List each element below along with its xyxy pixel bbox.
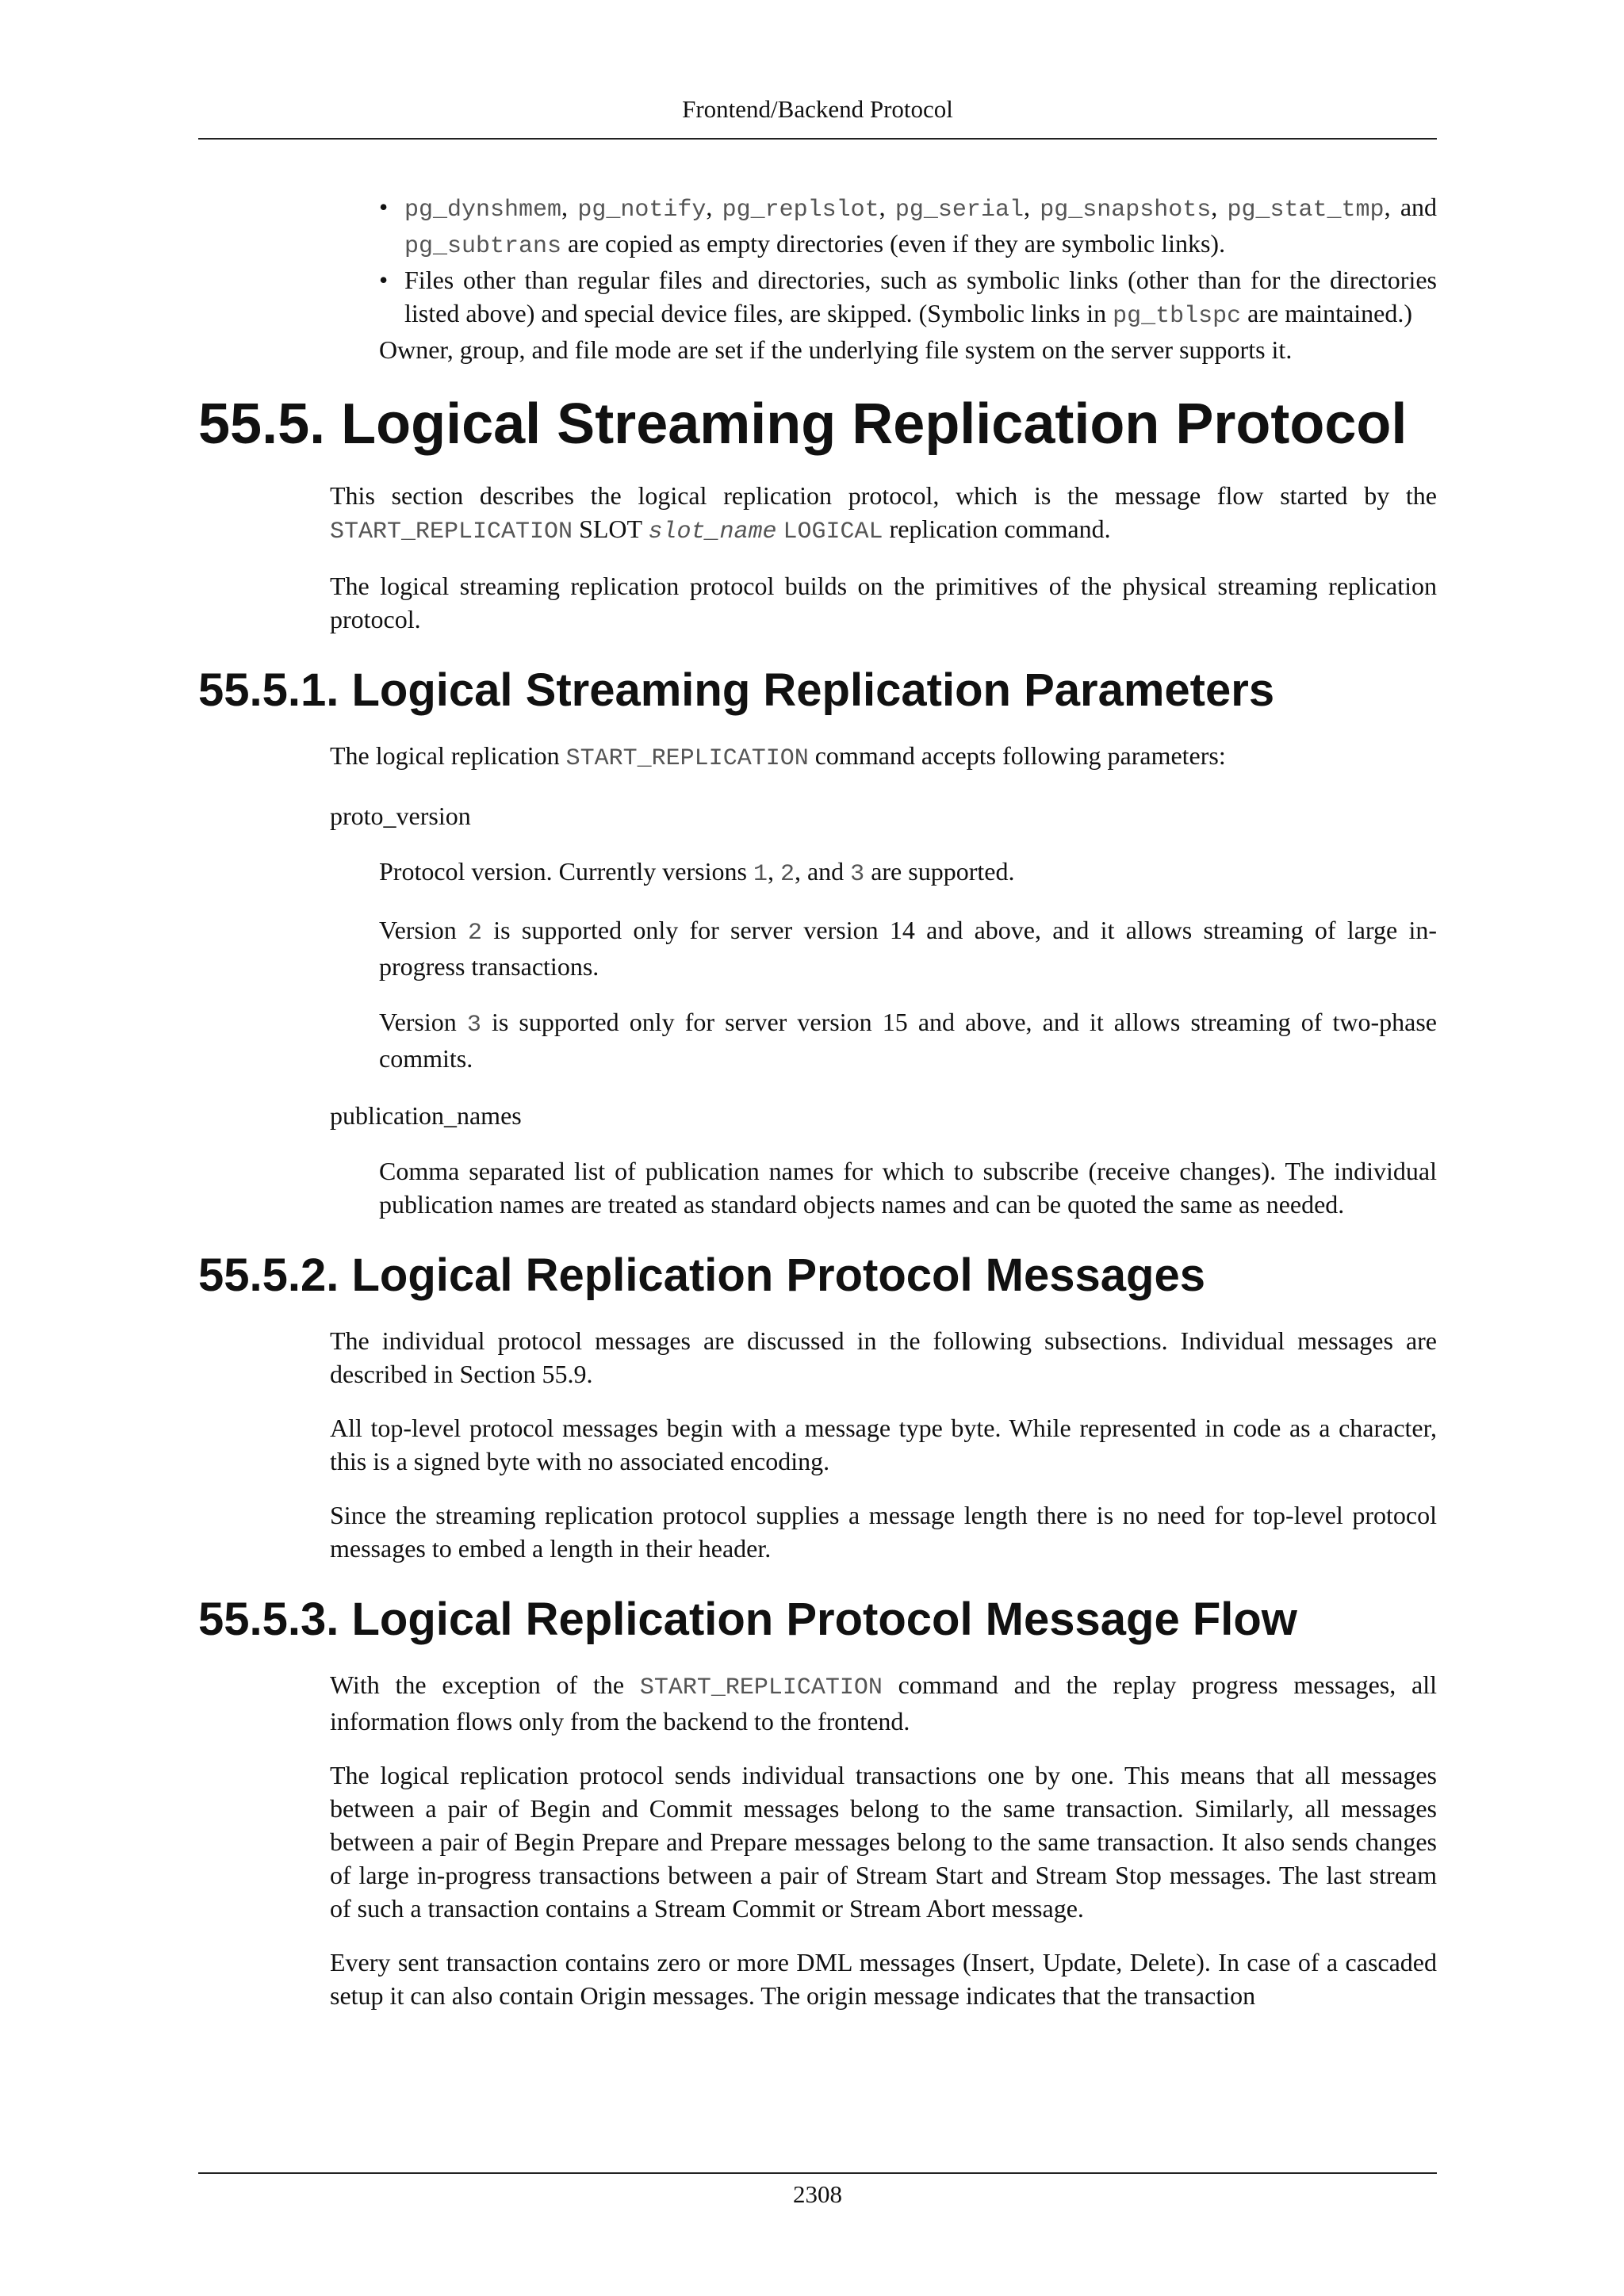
owner-note: Owner, group, and file mode are set if the underlying file system on the server supports it. [379,335,1293,364]
parameters-intro: The logical replication START_REPLICATION command accepts following parameters: [330,741,1226,772]
paragraph: The logical replication protocol sends individual transactions one by one. This means that all messages between a pair of Begin and Commit messages belong to the same transaction. Similarly, all messages between a pair of Begin Prepare and Prepare messages belong to the same transaction. It also sends changes of large in-progress transactions between a pair of Stream Start and Stream Stop messages. The last stream of such a transaction contains a Stream Commit or Stream Abort message. [330,1761,1437,1923]
subsection-heading-messages: 55.5.2. Logical Replication Protocol Messages [198,1249,1205,1301]
subsection-heading-message-flow: 55.5.3. Logical Replication Protocol Message Flow [198,1594,1297,1645]
list-item [379,263,1437,333]
definition-paragraph: Comma separated list of publication names for which to subscribe (receive changes). The individual publication names are treated as standard objects names and can be quoted the same as needed. [379,1157,1437,1219]
bullet-icon: • [379,266,389,294]
paragraph: With the exception of the START_REPLICATION command and the replay progress messages, all information flows only from the backend to the frontend. [330,1670,1438,1735]
section-intro-1: This section describes the logical replication protocol, which is the message flow started by the START_REPLICATION SLOT slot_name LOGICAL replication command. [330,481,1437,545]
list-item-text: Files other than regular files and directories, such as symbolic links (other than for the directories listed above) and special device files, are skipped. (Symbolic links in pg_tblspc are maintained.) [404,266,1437,330]
list-item-text: pg_dynshmem, pg_notify, pg_replslot, pg_serial, pg_snapshots, pg_stat_tmp, and pg_subtrans are copied as empty directories (even if they are symbolic links). [404,193,1438,260]
paragraph: The individual protocol messages are discussed in the following subsections. Individual messages are described in Section 55.9. [330,1326,1437,1388]
footer-rule [198,2172,1437,2174]
definition-paragraph: Version 3 is supported only for server version 15 and above, and it allows streaming of two-phase commits. [379,1008,1438,1073]
paragraph: All top-level protocol messages begin with a message type byte. While represented in code as a character, this is a signed byte with no associated encoding. [330,1414,1437,1475]
bullet-list [379,190,1437,333]
paragraph: Since the streaming replication protocol supplies a message length there is no need for top-level protocol messages to embed a length in their header. [330,1501,1437,1563]
bullet-icon: • [379,193,389,221]
page-number: 2308 [793,2180,842,2208]
subsection-heading-parameters: 55.5.1. Logical Streaming Replication Parameters [198,664,1275,716]
section-intro-2: The logical streaming replication protocol builds on the primitives of the physical streaming replication protocol. [330,572,1437,633]
running-header: Frontend/Backend Protocol [682,95,953,123]
definition-paragraph: Protocol version. Currently versions 1, 2, and 3 are supported. [379,857,1015,888]
paragraph: Every sent transaction contains zero or more DML messages (Insert, Update, Delete). In case of a cascaded setup it can also contain Origin messages. The origin message indicates that the transaction [330,1948,1437,2010]
term-proto-version: proto_version [330,802,471,830]
term-publication-names: publication_names [330,1101,522,1130]
page-content [198,190,1437,2012]
list-item [379,190,1437,263]
header-rule [198,138,1437,140]
definition-paragraph: Version 2 is supported only for server version 14 and above, and it allows streaming of large in-progress transactions. [379,916,1438,981]
section-heading: 55.5. Logical Streaming Replication Protocol [198,392,1408,456]
